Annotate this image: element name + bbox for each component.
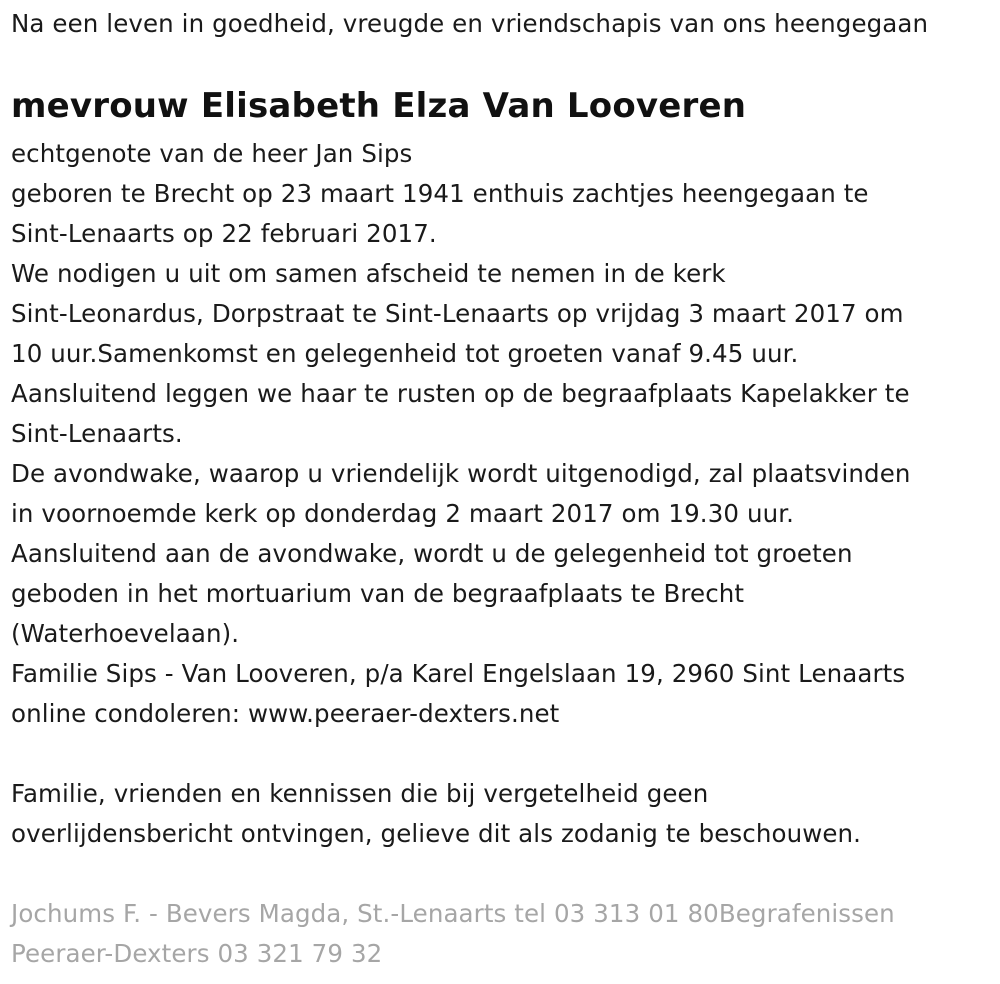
body-line: Sint-Lenaarts. [11,419,183,448]
intro-text: Na een leven in goedheid, vreugde en vriendschapis van ons heengegaan [11,9,929,38]
deceased-name: mevrouw Elisabeth Elza Van Looveren [11,86,747,126]
body-line: geboren te Brecht op 23 maart 1941 enthuis zachtjes heengegaan te [11,179,869,208]
body-line: Sint-Leonardus, Dorpstraat te Sint-Lenaarts op vrijdag 3 maart 2017 om [11,299,904,328]
body-line: geboden in het mortuarium van de begraafplaats te Brecht [11,579,745,608]
body-line: De avondwake, waarop u vriendelijk wordt uitgenodigd, zal plaatsvinden [11,459,911,488]
body-line: Sint-Lenaarts op 22 februari 2017. [11,219,437,248]
body-line: Aansluitend aan de avondwake, wordt u de gelegenheid tot groeten [11,539,853,568]
body-line: in voornoemde kerk op donderdag 2 maart 2017 om 19.30 uur. [11,499,795,528]
notice-line: Familie, vrienden en kennissen die bij vergetelheid geen [11,779,709,808]
funeral-home-info: Jochums F. - Bevers Magda, St.-Lenaarts tel 03 313 01 80Begrafenissen [11,899,895,928]
notice-line: overlijdensbericht ontvingen, gelieve dit als zodanig te beschouwen. [11,819,862,848]
body-line: (Waterhoevelaan). [11,619,240,648]
funeral-home-info: Peeraer-Dexters 03 321 79 32 [11,939,383,968]
body-line: We nodigen u uit om samen afscheid te nemen in de kerk [11,259,726,288]
condolence-link[interactable]: online condoleren: www.peeraer-dexters.net [11,699,560,728]
body-line: Aansluitend leggen we haar te rusten op de begraafplaats Kapelakker te [11,379,910,408]
family-address: Familie Sips - Van Looveren, p/a Karel Engelslaan 19, 2960 Sint Lenaarts [11,659,906,688]
body-line: 10 uur.Samenkomst en gelegenheid tot groeten vanaf 9.45 uur. [11,339,799,368]
body-line: echtgenote van de heer Jan Sips [11,139,413,168]
